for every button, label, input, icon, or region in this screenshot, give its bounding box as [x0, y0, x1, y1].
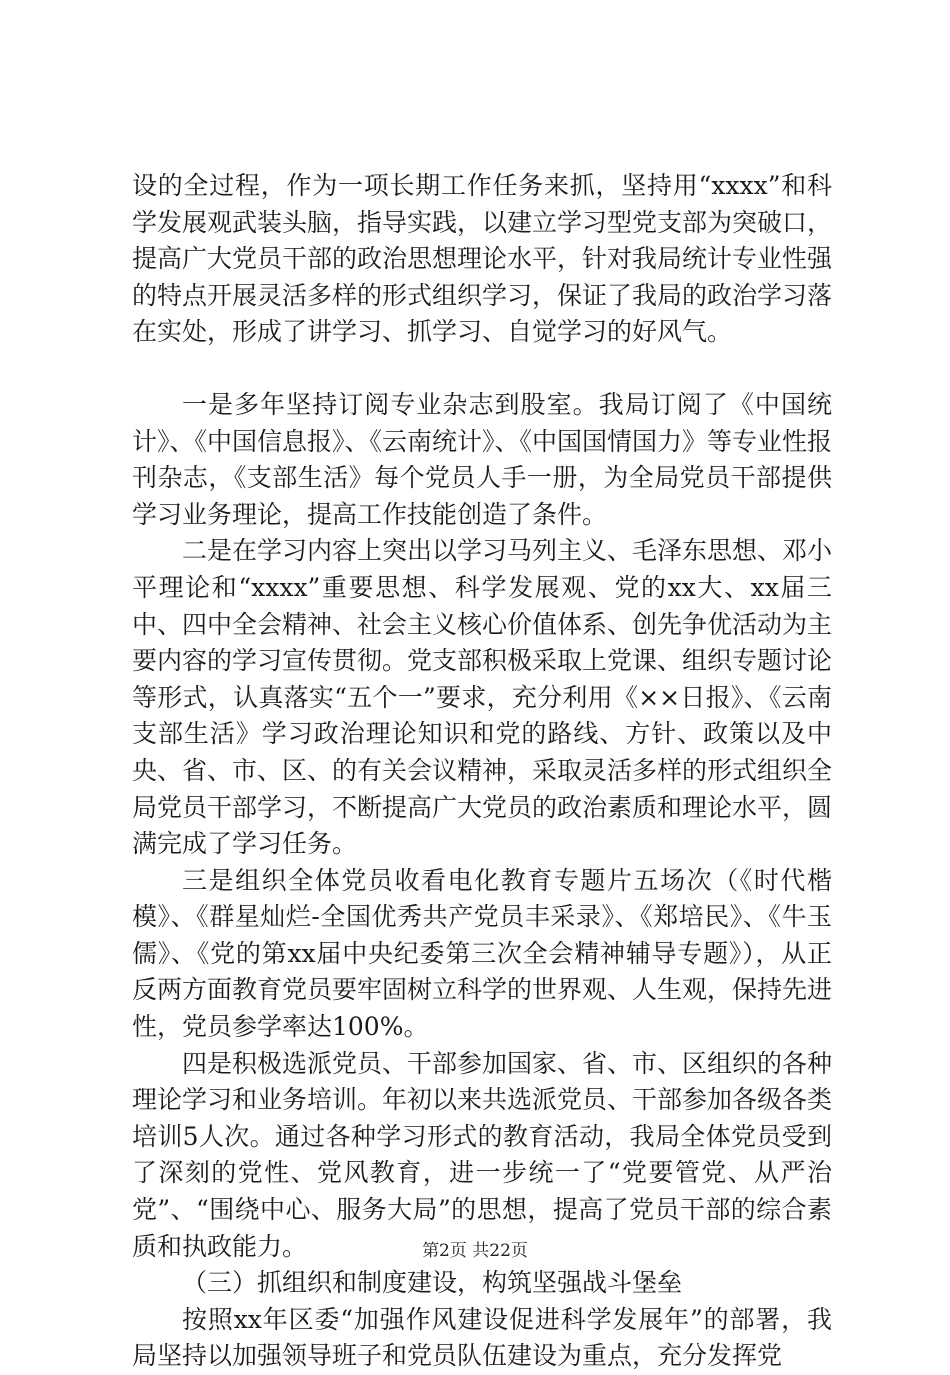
paragraph-item-two: 二是在学习内容上突出以学习马列主义、毛泽东思想、邓小平理论和“xxxx”重要思想、科学发展观、党的xx大、xx届三中、四中全会精神、社会主义核心价值体系、创先争优活动为主要内容的学习宣传贯彻。党支部积极采取上党课、组织专题讨论等形式，认真落实“五个一”要求，充分利用《××日报》、《云南支部生活》学习政治理论知识和党的路线、方针、政策以及中央、省、市、区、的有关会议精神，采取灵活多样的形式组织全局党员干部学习，不断提高广大党员的政治素质和理论水平，圆满完成了学习任务。 [132, 536, 833, 859]
document-body [132, 168, 832, 1375]
paragraph-item-four: 四是积极选派党员、干部参加国家、省、市、区组织的各种理论学习和业务培训。年初以来共选派党员、干部参加各级各类培训5人次。通过各种学习形式的教育活动，我局全体党员受到了深刻的党性、党风教育，进一步统一了“党要管党、从严治党”、“围绕中心、服务大局”的思想，提高了党员干部的综合素质和执政能力。 [132, 1048, 833, 1261]
page-footer: 第2页 共22页 [422, 1241, 528, 1261]
paragraph-section-intro: 按照xx年区委“加强作风建设促进科学发展年”的部署，我局坚持以加强领导班子和党员队伍建设为重点，充分发挥党 [132, 1304, 832, 1371]
paragraph-item-three: 三是组织全体党员收看电化教育专题片五场次（《时代楷模》、《群星灿烂-全国优秀共产党员丰采录》、《郑培民》、《牛玉儒》、《党的第xx届中央纪委第三次全会精神辅导专题》），从正反两方面教育党员要牢固树立科学的世界观、人生观，保持先进性，党员参学率达100%。 [132, 865, 833, 1042]
section-heading: （三）抓组织和制度建设，构筑坚强战斗堡垒 [182, 1268, 683, 1298]
paragraph-item-one: 一是多年坚持订阅专业杂志到股室。我局订阅了《中国统计》、《中国信息报》、《云南统计》、《中国国情国力》等专业性报刊杂志，《支部生活》每个党员人手一册，为全局党员干部提供学习业务理论，提高工作技能创造了条件。 [132, 389, 833, 529]
paragraph-continuation: 设的全过程，作为一项长期工作任务来抓，坚持用“xxxx”和科学发展观武装头脑，指导实践，以建立学习型党支部为突破口，提高广大党员干部的政治思想理论水平，针对我局统计专业性强的特点开展灵活多样的形式组织学习，保证了我局的政治学习落在实处，形成了讲学习、抓学习、自觉学习的好风气。 [132, 171, 833, 347]
